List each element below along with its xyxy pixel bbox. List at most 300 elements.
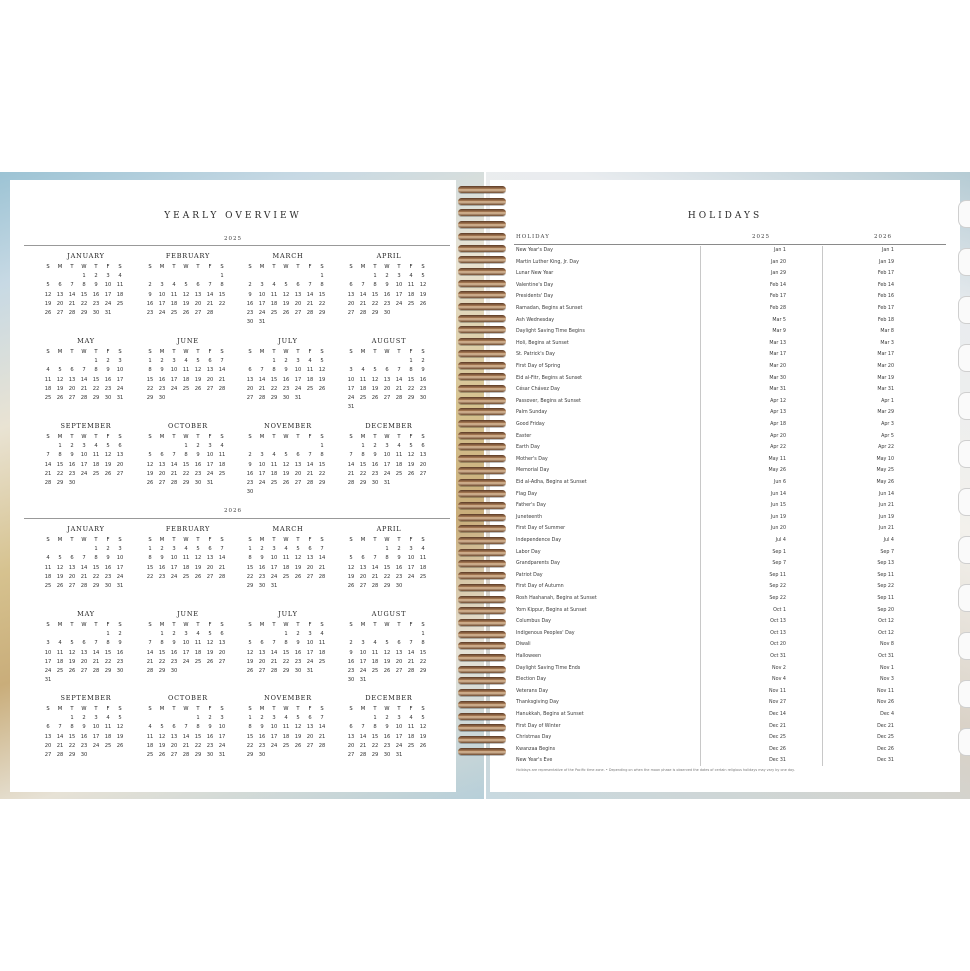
calendar-day: 20 — [395, 658, 403, 665]
calendar-day: 2 — [160, 546, 164, 553]
holiday-name: Holi, Begins at Sunset — [516, 340, 569, 346]
weekday-header: S — [220, 349, 224, 355]
calendar-day: 22 — [270, 385, 278, 392]
calendar-day: 23 — [246, 309, 254, 316]
empty-day — [345, 272, 357, 281]
weekday-header: T — [172, 349, 176, 355]
holiday-date-2025: Nov 2 — [772, 665, 786, 671]
calendar-day: 9 — [160, 367, 164, 374]
calendar-day: 22 — [246, 742, 254, 749]
calendar-day: 30 — [68, 479, 76, 486]
calendar-day: 21 — [395, 385, 403, 392]
spiral-ring — [458, 362, 506, 369]
calendar-day: 14 — [318, 555, 326, 562]
calendar-day: 18 — [44, 385, 52, 392]
weekday-header: T — [196, 622, 200, 628]
calendar-day: 14 — [146, 649, 154, 656]
calendar-day: 7 — [148, 640, 152, 647]
calendar-day: 13 — [56, 291, 64, 298]
holiday-row — [516, 501, 894, 513]
weekday-header: S — [118, 434, 122, 440]
holiday-date-2026: Mar 31 — [877, 387, 894, 393]
calendar-day: 11 — [359, 376, 367, 383]
calendar-day: 3 — [260, 282, 264, 289]
calendar-day: 8 — [320, 452, 324, 459]
calendar-day: 12 — [194, 367, 202, 374]
page-tab[interactable] — [958, 536, 970, 564]
weekday-header: W — [384, 264, 390, 270]
calendar-day: 10 — [182, 640, 190, 647]
calendar-day: 7 — [82, 555, 86, 562]
empty-day — [256, 272, 268, 281]
calendar-day: 3 — [220, 715, 224, 722]
calendar-day: 22 — [92, 573, 100, 580]
month-calendar-june — [144, 337, 232, 403]
calendar-day: 19 — [419, 733, 427, 740]
calendar-day: 29 — [194, 751, 202, 758]
calendar-day: 11 — [56, 649, 64, 656]
weekday-header: T — [272, 264, 276, 270]
calendar-day: 3 — [208, 443, 212, 450]
page-tab[interactable] — [958, 248, 970, 276]
calendar-day: 22 — [146, 573, 154, 580]
page-tab[interactable] — [958, 344, 970, 372]
calendar-day: 6 — [421, 443, 425, 450]
calendar-day: 6 — [220, 631, 224, 638]
weekday-header: T — [272, 434, 276, 440]
day-grid — [42, 621, 130, 685]
calendar-day: 23 — [383, 742, 391, 749]
calendar-day: 3 — [160, 282, 164, 289]
holiday-date-2026: Jun 21 — [878, 503, 894, 509]
holiday-row — [516, 327, 894, 339]
month-name: AUGUST — [371, 610, 407, 618]
calendar-day: 24 — [170, 573, 178, 580]
calendar-day: 11 — [146, 733, 154, 740]
holiday-date-2025: Mar 31 — [769, 387, 786, 393]
calendar-day: 10 — [80, 452, 88, 459]
calendar-day: 29 — [182, 479, 190, 486]
calendar-day: 6 — [58, 282, 62, 289]
calendar-day: 20 — [68, 385, 76, 392]
calendar-day: 26 — [347, 582, 355, 589]
calendar-day: 11 — [44, 376, 52, 383]
calendar-day: 11 — [282, 555, 290, 562]
weekday-header: S — [118, 706, 122, 712]
calendar-day: 24 — [92, 742, 100, 749]
holiday-column-header: HOLIDAY — [516, 234, 550, 240]
holiday-date-2026: Dec 21 — [877, 723, 894, 729]
calendar-day: 1 — [58, 443, 62, 450]
calendar-day: 31 — [395, 751, 403, 758]
empty-day — [345, 630, 357, 639]
calendar-day: 24 — [294, 385, 302, 392]
holiday-row — [516, 617, 894, 629]
calendar-day: 4 — [148, 724, 152, 731]
month-name: OCTOBER — [168, 694, 208, 702]
holiday-date-2026: May 10 — [876, 456, 894, 462]
calendar-day: 16 — [116, 649, 124, 656]
month-calendar-july — [244, 337, 332, 403]
calendar-day: 19 — [194, 564, 202, 571]
month-name: MAY — [77, 337, 95, 345]
calendar-day: 13 — [206, 555, 214, 562]
month-name: JANUARY — [67, 525, 105, 533]
calendar-day: 16 — [170, 649, 178, 656]
weekday-header: W — [183, 434, 189, 440]
holiday-date-2026: Nov 1 — [880, 665, 894, 671]
calendar-day: 30 — [246, 319, 254, 326]
calendar-day: 18 — [407, 733, 415, 740]
calendar-day: 14 — [270, 649, 278, 656]
weekday-header: W — [81, 264, 87, 270]
calendar-day: 19 — [246, 658, 254, 665]
calendar-day: 15 — [80, 291, 88, 298]
holiday-date-2025: May 26 — [768, 468, 786, 474]
calendar-day: 24 — [383, 470, 391, 477]
calendar-day: 23 — [395, 573, 403, 580]
calendar-day: 7 — [184, 724, 188, 731]
weekday-header: W — [183, 706, 189, 712]
calendar-day: 20 — [306, 733, 314, 740]
calendar-day: 27 — [294, 309, 302, 316]
calendar-day: 28 — [170, 479, 178, 486]
month-name: DECEMBER — [365, 694, 413, 702]
page-tab[interactable] — [958, 440, 970, 468]
calendar-day: 21 — [182, 742, 190, 749]
calendar-day: 8 — [248, 724, 252, 731]
calendar-day: 27 — [80, 667, 88, 674]
calendar-day: 27 — [68, 582, 76, 589]
spiral-ring — [458, 537, 506, 544]
weekday-header: W — [283, 349, 289, 355]
holiday-name: Thanksgiving Day — [516, 700, 559, 706]
calendar-day: 1 — [409, 358, 413, 365]
calendar-day: 25 — [218, 470, 226, 477]
holiday-name: Palm Sunday — [516, 410, 548, 416]
calendar-day: 4 — [94, 443, 98, 450]
calendar-day: 25 — [395, 470, 403, 477]
weekday-header: T — [70, 706, 74, 712]
calendar-day: 4 — [272, 452, 276, 459]
calendar-day: 15 — [359, 461, 367, 468]
calendar-day: 23 — [146, 309, 154, 316]
calendar-day: 31 — [206, 479, 214, 486]
calendar-day: 19 — [282, 300, 290, 307]
calendar-day: 13 — [80, 649, 88, 656]
calendar-day: 10 — [359, 649, 367, 656]
calendar-day: 21 — [306, 300, 314, 307]
calendar-day: 25 — [146, 751, 154, 758]
calendar-day: 29 — [246, 751, 254, 758]
holiday-date-2025: Nov 11 — [769, 688, 786, 694]
weekday-header: S — [320, 434, 324, 440]
spiral-ring — [458, 455, 506, 462]
weekday-header: T — [94, 349, 98, 355]
weekday-header: F — [409, 706, 413, 712]
holiday-date-2026: Dec 25 — [877, 735, 894, 741]
calendar-day: 26 — [44, 309, 52, 316]
calendar-day: 28 — [371, 582, 379, 589]
calendar-day: 7 — [361, 724, 365, 731]
spiral-ring — [458, 420, 506, 427]
day-grid — [345, 263, 433, 318]
calendar-day: 12 — [294, 555, 302, 562]
calendar-day: 11 — [270, 461, 278, 468]
weekday-header: T — [296, 706, 300, 712]
calendar-day: 12 — [383, 649, 391, 656]
calendar-day: 16 — [395, 564, 403, 571]
calendar-day: 14 — [407, 649, 415, 656]
month-calendar-september — [42, 422, 130, 488]
calendar-day: 1 — [373, 273, 377, 280]
calendar-day: 13 — [258, 649, 266, 656]
calendar-day: 24 — [395, 300, 403, 307]
empty-day — [381, 630, 393, 639]
weekday-header: M — [360, 349, 366, 355]
month-name: SEPTEMBER — [60, 694, 112, 702]
month-name: JULY — [278, 610, 298, 618]
weekday-header: W — [384, 622, 390, 628]
calendar-day: 30 — [258, 751, 266, 758]
calendar-day: 31 — [116, 582, 124, 589]
holiday-date-2025: Jan 1 — [774, 248, 786, 253]
spiral-ring — [458, 748, 506, 755]
calendar-day: 24 — [44, 667, 52, 674]
empty-day — [256, 630, 268, 639]
month-calendar-august — [345, 337, 433, 412]
holiday-name: Valentine's Day — [516, 282, 554, 288]
calendar-day: 15 — [218, 291, 226, 298]
holiday-date-2026: Dec 4 — [880, 712, 894, 717]
holiday-date-2026: Mar 19 — [877, 375, 894, 381]
calendar-day: 16 — [258, 564, 266, 571]
calendar-day: 10 — [92, 724, 100, 731]
weekday-header: S — [248, 706, 252, 712]
calendar-day: 9 — [248, 291, 252, 298]
holiday-date-2025: Mar 30 — [769, 375, 786, 381]
weekday-header: T — [172, 264, 176, 270]
holiday-name: Hanukkah, Begins at Sunset — [516, 712, 584, 717]
calendar-day: 13 — [294, 461, 302, 468]
weekday-header: W — [183, 537, 189, 543]
calendar-day: 30 — [92, 309, 100, 316]
day-grid — [42, 536, 130, 591]
calendar-day: 24 — [258, 479, 266, 486]
weekday-header: M — [57, 537, 63, 543]
calendar-day: 25 — [407, 742, 415, 749]
spiral-ring — [458, 689, 506, 696]
calendar-day: 18 — [306, 376, 314, 383]
year-label-2026: 2026 — [224, 508, 242, 514]
calendar-day: 3 — [397, 715, 401, 722]
page-tab[interactable] — [958, 488, 970, 516]
empty-day — [156, 714, 168, 723]
holiday-row — [516, 710, 894, 722]
calendar-day: 20 — [218, 649, 226, 656]
calendar-day: 13 — [158, 461, 166, 468]
empty-day — [42, 545, 54, 554]
holiday-row — [516, 269, 894, 281]
holiday-date-2026: Nov 11 — [877, 688, 894, 694]
calendar-day: 11 — [194, 640, 202, 647]
calendar-day: 28 — [359, 309, 367, 316]
calendar-day: 17 — [92, 733, 100, 740]
weekday-header: M — [259, 264, 265, 270]
calendar-day: 3 — [106, 273, 110, 280]
calendar-day: 30 — [282, 394, 290, 401]
weekday-header: T — [397, 622, 401, 628]
month-name: NOVEMBER — [264, 422, 312, 430]
calendar-day: 8 — [82, 282, 86, 289]
weekday-header: T — [373, 434, 377, 440]
calendar-day: 29 — [56, 479, 64, 486]
calendar-day: 29 — [318, 309, 326, 316]
spiral-ring — [458, 631, 506, 638]
calendar-day: 21 — [407, 658, 415, 665]
calendar-day: 7 — [220, 546, 224, 553]
calendar-day: 21 — [258, 385, 266, 392]
calendar-day: 30 — [347, 677, 355, 684]
weekday-header: S — [248, 622, 252, 628]
calendar-day: 19 — [282, 470, 290, 477]
calendar-day: 13 — [347, 733, 355, 740]
weekday-header: T — [397, 264, 401, 270]
calendar-day: 12 — [282, 461, 290, 468]
calendar-day: 19 — [294, 733, 302, 740]
holiday-date-2026: Jun 14 — [878, 491, 894, 497]
calendar-day: 9 — [172, 640, 176, 647]
calendar-day: 8 — [58, 452, 62, 459]
calendar-day: 26 — [407, 470, 415, 477]
holiday-name: Eid al-Fitr, Begins at Sunset — [516, 375, 583, 381]
calendar-day: 11 — [92, 452, 100, 459]
calendar-day: 22 — [282, 658, 290, 665]
holiday-date-2026: Sep 11 — [877, 596, 894, 601]
year-2026-column-header: 2026 — [874, 234, 892, 240]
calendar-day: 12 — [68, 649, 76, 656]
calendar-day: 9 — [373, 452, 377, 459]
calendar-day: 12 — [419, 282, 427, 289]
weekday-header: M — [57, 622, 63, 628]
calendar-day: 14 — [258, 376, 266, 383]
calendar-day: 23 — [80, 742, 88, 749]
empty-day — [357, 630, 369, 639]
page-tab[interactable] — [958, 584, 970, 612]
calendar-day: 1 — [148, 546, 152, 553]
calendar-day: 23 — [258, 742, 266, 749]
calendar-day: 27 — [306, 573, 314, 580]
empty-day — [244, 630, 256, 639]
calendar-day: 10 — [170, 367, 178, 374]
weekday-header: W — [183, 622, 189, 628]
calendar-day: 11 — [282, 724, 290, 731]
weekday-header: F — [409, 264, 413, 270]
calendar-day: 13 — [194, 291, 202, 298]
calendar-day: 24 — [395, 742, 403, 749]
weekday-header: T — [373, 349, 377, 355]
month-calendar-august — [345, 610, 433, 685]
calendar-day: 4 — [46, 555, 50, 562]
month-name: JANUARY — [67, 252, 105, 260]
holiday-name: Diwali — [516, 642, 531, 648]
calendar-day: 15 — [92, 376, 100, 383]
page-tab[interactable] — [958, 296, 970, 324]
calendar-day: 21 — [206, 300, 214, 307]
weekday-header: S — [148, 537, 152, 543]
empty-day — [292, 442, 304, 451]
calendar-day: 20 — [347, 742, 355, 749]
empty-day — [180, 272, 192, 281]
spiral-ring — [458, 186, 506, 193]
calendar-day: 26 — [56, 394, 64, 401]
calendar-day: 28 — [258, 394, 266, 401]
holiday-name: Christmas Day — [516, 735, 552, 741]
calendar-day: 11 — [395, 452, 403, 459]
weekday-header: W — [81, 537, 87, 543]
spiral-ring — [458, 233, 506, 240]
holiday-name: First Day of Summer — [516, 526, 566, 532]
calendar-day: 10 — [44, 649, 52, 656]
calendar-day: 16 — [371, 461, 379, 468]
calendar-day: 20 — [347, 300, 355, 307]
holiday-date-2025: Apr 20 — [770, 433, 786, 439]
calendar-day: 28 — [318, 573, 326, 580]
holiday-row — [516, 594, 894, 606]
calendar-day: 25 — [419, 573, 427, 580]
calendar-day: 11 — [419, 555, 427, 562]
holiday-date-2026: Apr 3 — [881, 422, 894, 427]
spiral-ring — [458, 736, 506, 743]
calendar-day: 3 — [385, 443, 389, 450]
calendar-day: 27 — [116, 470, 124, 477]
calendar-day: 30 — [383, 309, 391, 316]
calendar-day: 10 — [206, 452, 214, 459]
holiday-date-2025: Feb 17 — [769, 294, 786, 300]
calendar-day: 1 — [184, 443, 188, 450]
holiday-date-2026: Apr 5 — [881, 433, 894, 439]
calendar-day: 5 — [320, 358, 324, 365]
weekday-header: W — [384, 434, 390, 440]
calendar-day: 14 — [359, 733, 367, 740]
calendar-day: 18 — [56, 658, 64, 665]
holiday-date-2026: Jun 21 — [878, 526, 894, 532]
weekday-header: S — [349, 537, 353, 543]
page-tab[interactable] — [958, 632, 970, 660]
calendar-day: 9 — [260, 724, 264, 731]
calendar-day: 31 — [44, 677, 52, 684]
calendar-day: 24 — [182, 658, 190, 665]
holiday-row — [516, 745, 894, 757]
holiday-date-2025: Mar 9 — [772, 329, 786, 335]
weekday-header: T — [172, 537, 176, 543]
spiral-ring — [458, 701, 506, 708]
holiday-name: Ramadan, Begins at Sunset — [516, 306, 583, 311]
calendar-day: 19 — [158, 742, 166, 749]
page-tab[interactable] — [958, 680, 970, 708]
weekday-header: S — [148, 264, 152, 270]
calendar-day: 21 — [170, 470, 178, 477]
day-grid — [244, 348, 332, 403]
calendar-day: 15 — [383, 564, 391, 571]
weekday-header: T — [172, 706, 176, 712]
page-tab[interactable] — [958, 392, 970, 420]
calendar-day: 8 — [373, 282, 377, 289]
calendar-day: 21 — [68, 300, 76, 307]
page-tab[interactable] — [958, 728, 970, 756]
calendar-day: 2 — [373, 443, 377, 450]
calendar-day: 24 — [158, 309, 166, 316]
